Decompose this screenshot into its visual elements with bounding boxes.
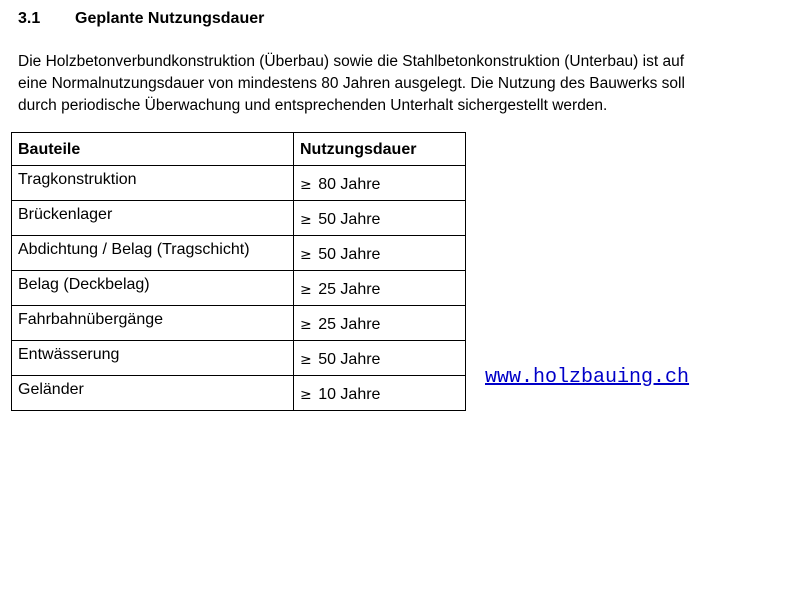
duration-value: 25 Jahre	[318, 281, 381, 298]
duration-value: 25 Jahre	[318, 316, 381, 333]
duration-value: 50 Jahre	[318, 246, 381, 263]
table-row	[12, 376, 466, 411]
greater-equal-symbol: ≥	[300, 352, 312, 368]
table-row	[12, 271, 466, 306]
service-life-table	[11, 132, 466, 411]
table-row	[12, 166, 466, 201]
duration-cell	[294, 306, 466, 341]
duration-value: 10 Jahre	[318, 386, 381, 403]
table-row	[12, 341, 466, 376]
website-link[interactable]: www.holzbauing.ch	[485, 366, 690, 389]
greater-equal-symbol: ≥	[300, 247, 312, 263]
intro-line: durch periodische Überwachung und entsprechenden Unterhalt sichergestellt werden.	[18, 97, 608, 114]
table-row	[12, 201, 466, 236]
intro-line: Die Holzbetonverbundkonstruktion (Überbau) sowie die Stahlbetonkonstruktion (Unterbau) ist auf	[18, 53, 685, 70]
duration-cell	[294, 166, 466, 201]
table-row	[12, 306, 466, 341]
section-number: 3.1	[18, 10, 41, 27]
component-cell: Abdichtung / Belag (Tragschicht)	[12, 236, 294, 271]
component-cell: Entwässerung	[12, 341, 294, 376]
duration-value: 80 Jahre	[318, 176, 381, 193]
greater-equal-symbol: ≥	[300, 387, 312, 403]
section-title: Geplante Nutzungsdauer	[75, 10, 265, 27]
section-heading	[18, 10, 264, 28]
column-header-component: Bauteile	[12, 133, 294, 166]
duration-value: 50 Jahre	[318, 211, 381, 228]
duration-value: 50 Jahre	[318, 351, 381, 368]
component-cell: Fahrbahnübergänge	[12, 306, 294, 341]
table-header-row	[12, 133, 466, 166]
duration-cell	[294, 376, 466, 411]
component-cell: Brückenlager	[12, 201, 294, 236]
greater-equal-symbol: ≥	[300, 317, 312, 333]
duration-cell	[294, 341, 466, 376]
intro-line: eine Normalnutzungsdauer von mindestens 80 Jahren ausgelegt. Die Nutzung des Bauwerks soll	[18, 75, 685, 92]
duration-cell	[294, 271, 466, 306]
duration-cell	[294, 201, 466, 236]
greater-equal-symbol: ≥	[300, 282, 312, 298]
component-cell: Geländer	[12, 376, 294, 411]
component-cell: Tragkonstruktion	[12, 166, 294, 201]
column-header-duration: Nutzungsdauer	[294, 133, 466, 166]
table-row	[12, 236, 466, 271]
component-cell: Belag (Deckbelag)	[12, 271, 294, 306]
greater-equal-symbol: ≥	[300, 212, 312, 228]
duration-cell	[294, 236, 466, 271]
intro-paragraph	[18, 51, 793, 117]
greater-equal-symbol: ≥	[300, 177, 312, 193]
